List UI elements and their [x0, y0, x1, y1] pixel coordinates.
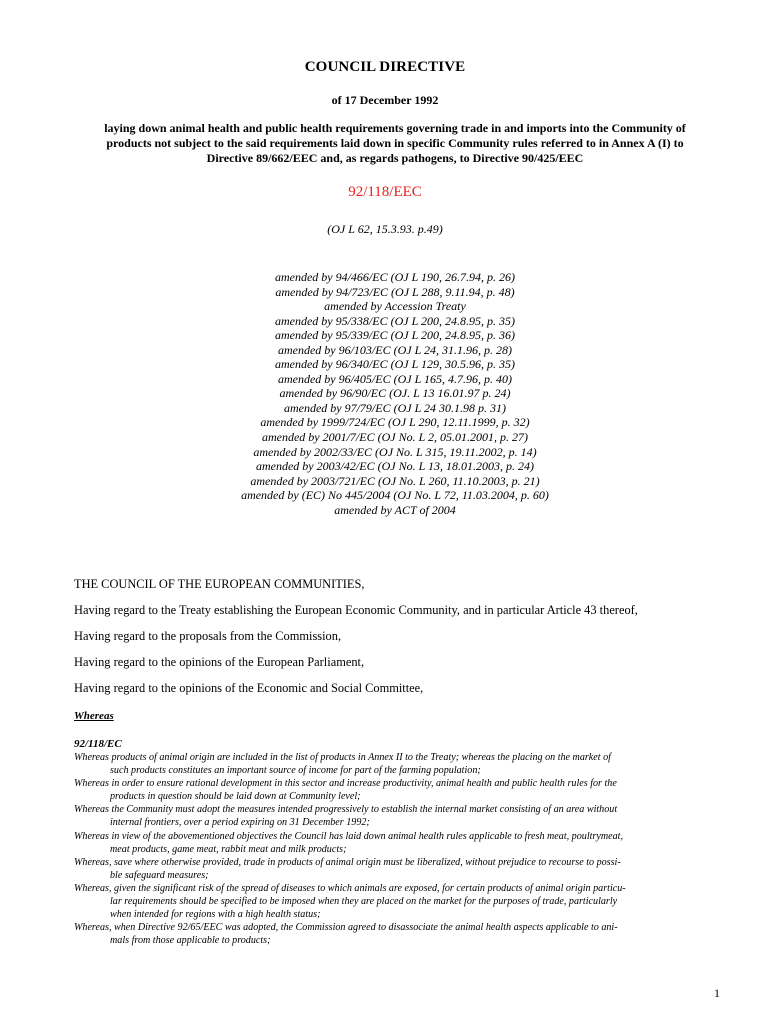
- recital-line: products in question should be laid down at Community level;: [110, 791, 361, 803]
- having-regard-parliament: Having regard to the opinions of the European Parliament,: [74, 655, 365, 669]
- council-heading: THE COUNCIL OF THE EUROPEAN COMMUNITIES,: [74, 577, 365, 591]
- whereas-heading: Whereas: [74, 710, 114, 722]
- amendment-line: amended by 94/466/EC (OJ L 190, 26.7.94, p. 26): [274, 270, 516, 284]
- document-subject: [70, 121, 720, 166]
- reference-heading: 92/118/EC: [74, 738, 122, 750]
- amendment-line: amended by 95/339/EC (OJ L 200, 24.8.95, p. 36): [274, 328, 516, 343]
- recital-line: when intended for regions with a high health status;: [110, 909, 321, 921]
- recital-line: Whereas, save where otherwise provided, trade in products of animal origin must be liberalized, without prejudice to recourse to possi-: [74, 856, 621, 868]
- subject-line: Directive 89/662/EEC and, as regards pathogens, to Directive 90/425/EEC: [206, 151, 584, 165]
- recital-line: Whereas, when Directive 92/65/EEC was adopted, the Commission agreed to disassociate the animal health aspects applicable to ani-: [74, 922, 618, 934]
- amendment-line: amended by 96/340/EC (OJ L 129, 30.5.96, p. 35): [274, 357, 516, 372]
- amendment-line: amended by 97/79/EC (OJ L 24 30.1.98 p. 31): [283, 400, 507, 415]
- having-regard-treaty: Having regard to the Treaty establishing the European Economic Community, and in particular Article 43 thereof,: [74, 603, 638, 617]
- amendment-line: amended by 2003/721/EC (OJ No. L 260, 11.10.2003, p. 21): [250, 473, 540, 488]
- subject-line: laying down animal health and public health requirements governing trade in and imports into the Community of: [104, 121, 686, 135]
- recital: [74, 777, 714, 803]
- amendment-line: amended by 96/103/EC (OJ L 24, 31.1.96, p. 28): [277, 342, 513, 357]
- recital-line: Whereas the Community must adopt the measures intended progressively to establish the internal market consisting of an area without: [74, 804, 618, 816]
- amendment-line: amended by 96/405/EC (OJ L 165, 4.7.96, p. 40): [277, 371, 513, 386]
- amendment-line: amended by ACT of 2004: [334, 502, 456, 517]
- recital-line: ble safeguard measures;: [110, 869, 209, 881]
- recital: [74, 751, 714, 777]
- recital-line: Whereas, given the significant risk of the spread of diseases to which animals are exposed, for certain products of animal origin particu-: [74, 882, 626, 894]
- recital-line: meat products, game meat, rabbit meat and milk products;: [110, 843, 347, 855]
- recital: [74, 856, 714, 882]
- document-date: of 17 December 1992: [331, 93, 439, 107]
- having-regard-commission: Having regard to the proposals from the Commission,: [74, 629, 342, 643]
- recital-line: Whereas in order to ensure rational development in this sector and increase productivity, animal health and public health rules for the: [74, 778, 617, 790]
- recitals: [74, 751, 714, 947]
- recital-line: Whereas in view of the abovementioned objectives the Council has laid down animal health rules applicable to fresh meat, poultrymeat,: [74, 830, 623, 842]
- amendments-list: [0, 270, 770, 517]
- recital-line: mals from those applicable to products;: [110, 935, 271, 947]
- amendment-line: amended by 96/90/EC (OJ. L 13 16.01.97 p. 24): [279, 386, 511, 401]
- amendment-line: amended by 1999/724/EC (OJ L 290, 12.11.1999, p. 32): [260, 415, 530, 430]
- recital-line: lar requirements should be specified to be imposed when they are placed on the market for the purposes of trade, particularly: [110, 896, 618, 908]
- having-regard-committee: Having regard to the opinions of the Economic and Social Committee,: [74, 681, 424, 695]
- amendment-line: amended by Accession Treaty: [324, 299, 466, 314]
- recital: [74, 921, 714, 947]
- oj-reference: (OJ L 62, 15.3.93. p.49): [327, 222, 443, 236]
- recital: [74, 830, 714, 856]
- recital: [74, 882, 714, 921]
- amendment-line: amended by 2001/7/EC (OJ No. L 2, 05.01.2001, p. 27): [261, 430, 529, 445]
- subject-line: products not subject to the said requirements laid down in specific Community rules referred to in Annex A (I) to: [106, 136, 684, 150]
- recital-line: such products constitutes an important source of income for part of the farming population;: [110, 765, 481, 777]
- recital-line: internal frontiers, over a period expiring on 31 December 1992;: [110, 817, 370, 829]
- document-title: COUNCIL DIRECTIVE: [304, 59, 466, 75]
- recital: [74, 803, 714, 829]
- page-number: 1: [714, 986, 720, 1000]
- amendment-line: amended by (EC) No 445/2004 (OJ No. L 72, 11.03.2004, p. 60): [241, 488, 549, 503]
- amendment-line: amended by 95/338/EC (OJ L 200, 24.8.95, p. 35): [274, 313, 516, 328]
- document-number: 92/118/EEC: [348, 184, 422, 200]
- recital-line: Whereas products of animal origin are included in the list of products in Annex II to the Treaty; whereas the placing on the market of: [74, 752, 611, 763]
- amendment-line: amended by 2003/42/EC (OJ No. L 13, 18.01.2003, p. 24): [255, 459, 535, 474]
- amendment-line: amended by 2002/33/EC (OJ No. L 315, 19.11.2002, p. 14): [253, 444, 537, 459]
- amendment-line: amended by 94/723/EC (OJ L 288, 9.11.94, p. 48): [275, 284, 515, 299]
